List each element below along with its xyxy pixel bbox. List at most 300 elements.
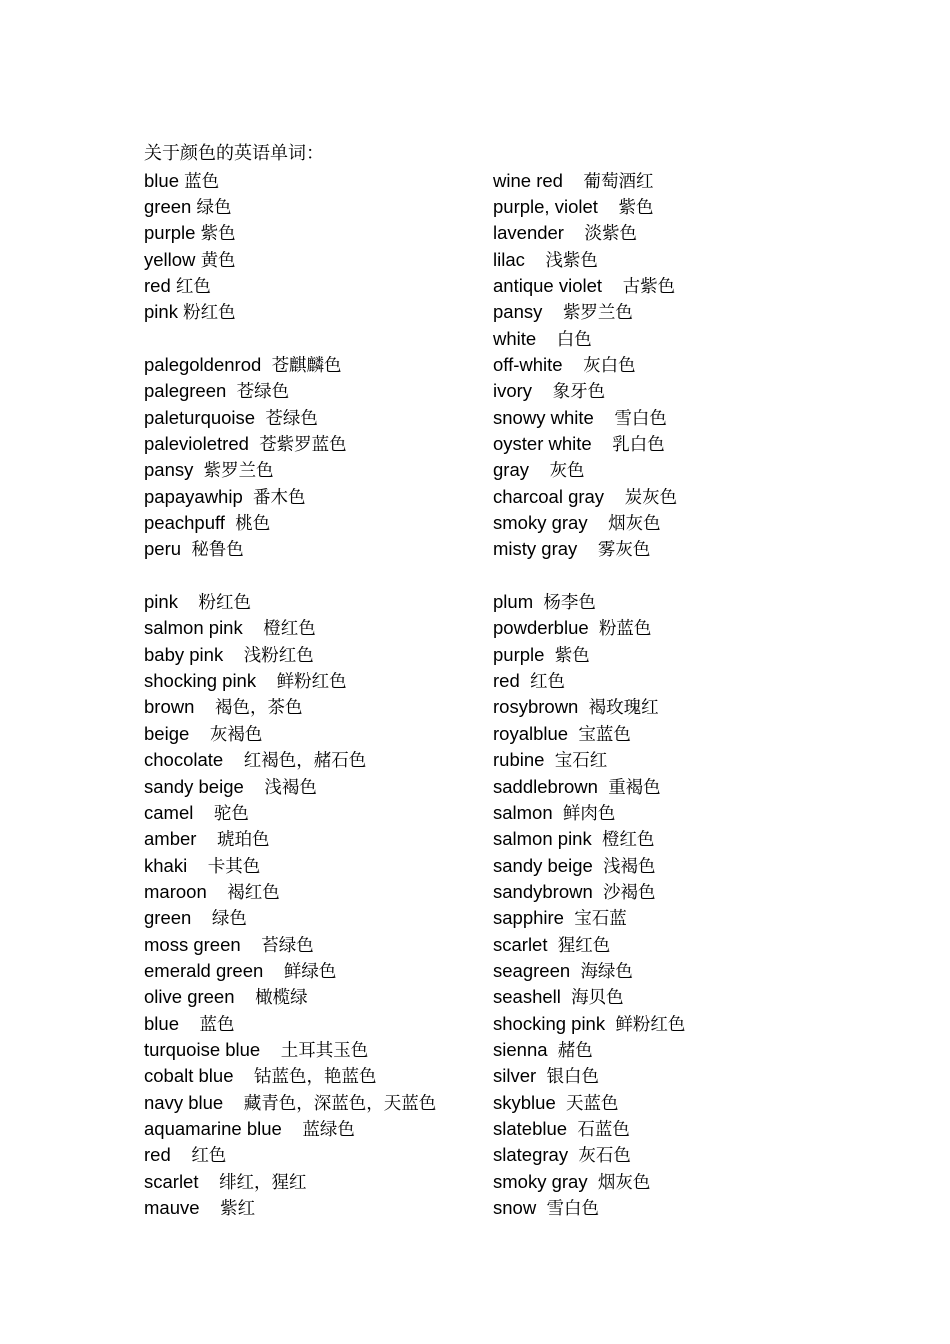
english-term: ivory bbox=[493, 380, 533, 402]
term-separator bbox=[578, 696, 588, 717]
english-term: smoky gray bbox=[493, 512, 588, 534]
chinese-translation: 海贝色 bbox=[571, 988, 624, 1009]
chinese-translation: 钴蓝色，艳蓝色 bbox=[254, 1067, 377, 1088]
vocab-entry bbox=[144, 721, 474, 747]
chinese-translation: 绿色 bbox=[211, 909, 247, 930]
term-separator bbox=[605, 1013, 615, 1034]
vocab-entry bbox=[144, 1011, 474, 1037]
term-separator bbox=[241, 934, 262, 955]
term-separator bbox=[592, 433, 613, 454]
chinese-translation: 乳白色 bbox=[612, 435, 665, 456]
vocab-entry bbox=[144, 1169, 474, 1195]
english-term: scarlet bbox=[144, 1170, 199, 1192]
term-separator bbox=[563, 354, 584, 375]
chinese-translation: 紫色 bbox=[554, 645, 590, 666]
chinese-translation: 雪白色 bbox=[614, 408, 667, 429]
chinese-translation: 苍紫罗蓝色 bbox=[259, 435, 347, 456]
right-column bbox=[493, 168, 823, 1222]
vocab-entry bbox=[493, 932, 823, 958]
vocab-entry bbox=[144, 510, 474, 536]
english-term: smoky gray bbox=[493, 1170, 588, 1192]
chinese-translation: 褐红色 bbox=[227, 882, 280, 903]
english-term: lilac bbox=[493, 248, 525, 270]
term-separator bbox=[260, 1039, 281, 1060]
english-term: pansy bbox=[493, 301, 543, 323]
chinese-translation: 天蓝色 bbox=[566, 1093, 619, 1114]
chinese-translation: 宝蓝色 bbox=[578, 724, 631, 745]
chinese-translation: 橙红色 bbox=[602, 830, 655, 851]
chinese-translation: 灰石色 bbox=[578, 1146, 631, 1167]
english-term: pansy bbox=[144, 459, 194, 481]
term-separator bbox=[520, 670, 530, 691]
term-separator bbox=[570, 960, 580, 981]
english-term: red bbox=[493, 670, 520, 692]
english-term: sapphire bbox=[493, 907, 564, 929]
blank-line bbox=[493, 563, 823, 589]
english-term: olive green bbox=[144, 986, 235, 1008]
english-term: white bbox=[493, 327, 537, 349]
term-separator bbox=[244, 776, 265, 797]
english-term: peachpuff bbox=[144, 512, 225, 534]
vocab-entry bbox=[144, 826, 474, 852]
chinese-translation: 番木色 bbox=[253, 487, 306, 508]
chinese-translation: 卡其色 bbox=[207, 856, 261, 877]
vocab-entry bbox=[493, 1063, 823, 1089]
english-term: cobalt blue bbox=[144, 1065, 234, 1087]
chinese-translation: 苔绿色 bbox=[261, 935, 314, 956]
term-separator bbox=[593, 855, 603, 876]
vocab-entry bbox=[493, 484, 823, 510]
english-term: powderblue bbox=[493, 617, 589, 639]
vocab-entry bbox=[493, 879, 823, 905]
vocab-entry bbox=[144, 747, 474, 773]
chinese-translation: 紫色 bbox=[618, 197, 654, 218]
term-separator bbox=[536, 1065, 546, 1086]
english-term: sandy beige bbox=[144, 775, 244, 797]
chinese-translation: 重褐色 bbox=[608, 777, 661, 798]
english-term: mauve bbox=[144, 1197, 200, 1218]
english-term: green bbox=[144, 195, 192, 217]
term-separator bbox=[544, 749, 554, 770]
english-term: sandy beige bbox=[493, 854, 593, 876]
term-separator bbox=[548, 1039, 558, 1060]
vocab-entry bbox=[144, 774, 474, 800]
vocab-entry bbox=[493, 774, 823, 800]
term-separator bbox=[598, 776, 608, 797]
chinese-translation: 蓝色 bbox=[199, 1014, 235, 1035]
english-term: camel bbox=[144, 801, 194, 823]
vocab-entry bbox=[493, 405, 823, 431]
vocab-entry bbox=[144, 932, 474, 958]
chinese-translation: 藏青色，深蓝色，天蓝色 bbox=[243, 1093, 437, 1114]
english-term: charcoal gray bbox=[493, 485, 605, 507]
vocab-entry bbox=[144, 457, 474, 483]
english-term: slateblue bbox=[493, 1117, 568, 1139]
vocab-entry bbox=[144, 378, 474, 404]
vocab-entry bbox=[493, 747, 823, 773]
english-term: brown bbox=[144, 696, 195, 718]
term-separator bbox=[598, 196, 619, 217]
vocab-entry bbox=[144, 1037, 474, 1063]
chinese-translation: 绿色 bbox=[196, 197, 232, 218]
term-separator bbox=[223, 644, 244, 665]
chinese-translation: 灰褐色 bbox=[209, 724, 263, 745]
chinese-translation: 浅褐色 bbox=[603, 856, 656, 877]
english-term: purple bbox=[144, 222, 196, 244]
chinese-translation: 古紫色 bbox=[622, 276, 676, 297]
term-separator bbox=[263, 960, 284, 981]
chinese-translation: 苍绿色 bbox=[236, 382, 290, 403]
chinese-translation: 赭色 bbox=[557, 1040, 593, 1061]
vocab-entry bbox=[144, 168, 474, 194]
vocab-entry bbox=[493, 326, 823, 352]
chinese-translation: 红色 bbox=[530, 672, 566, 693]
vocab-entry bbox=[144, 352, 474, 378]
vocab-entry bbox=[493, 905, 823, 931]
chinese-translation: 橄榄绿 bbox=[255, 988, 308, 1009]
vocab-entry bbox=[144, 958, 474, 984]
term-separator bbox=[568, 1144, 578, 1165]
english-term: seashell bbox=[493, 986, 561, 1008]
chinese-translation: 紫罗兰色 bbox=[562, 303, 633, 324]
english-term: blue bbox=[144, 169, 179, 191]
chinese-translation: 秘鲁色 bbox=[191, 540, 244, 561]
vocab-entry bbox=[144, 879, 474, 905]
english-term: baby pink bbox=[144, 643, 224, 665]
chinese-translation: 杨李色 bbox=[543, 593, 596, 614]
term-separator bbox=[553, 802, 563, 823]
vocab-entry bbox=[144, 1195, 474, 1221]
chinese-translation: 宝石红 bbox=[554, 751, 608, 772]
english-term: salmon pink bbox=[493, 828, 592, 850]
chinese-translation: 粉红色 bbox=[198, 593, 252, 614]
english-term: emerald green bbox=[144, 959, 264, 981]
chinese-translation: 苍绿色 bbox=[265, 408, 318, 429]
term-separator bbox=[181, 538, 191, 559]
term-separator bbox=[235, 986, 256, 1007]
chinese-translation: 黄色 bbox=[200, 250, 236, 271]
chinese-translation: 淡紫色 bbox=[584, 224, 638, 245]
vocab-entry bbox=[493, 694, 823, 720]
term-separator bbox=[207, 881, 228, 902]
chinese-translation: 鲜粉红色 bbox=[276, 672, 347, 693]
english-term: lavender bbox=[493, 222, 564, 244]
vocab-entry bbox=[144, 431, 474, 457]
english-term: scarlet bbox=[493, 933, 548, 955]
term-separator bbox=[261, 354, 271, 375]
english-term: paleturquoise bbox=[144, 406, 256, 428]
english-term: antique violet bbox=[493, 274, 603, 296]
vocab-entry bbox=[493, 457, 823, 483]
term-separator bbox=[249, 433, 259, 454]
english-term: red bbox=[144, 274, 171, 296]
chinese-translation: 猩红色 bbox=[557, 935, 611, 956]
term-separator bbox=[200, 1197, 221, 1218]
english-term: gray bbox=[493, 459, 529, 481]
vocab-entry bbox=[144, 800, 474, 826]
chinese-translation: 灰色 bbox=[549, 461, 585, 482]
chinese-translation: 红色 bbox=[191, 1146, 227, 1167]
vocab-entry bbox=[493, 378, 823, 404]
term-separator bbox=[592, 828, 602, 849]
english-term: palegoldenrod bbox=[144, 354, 262, 375]
english-term: blue bbox=[144, 1012, 179, 1034]
term-separator bbox=[556, 1092, 566, 1113]
chinese-translation: 红褐色，赭石色 bbox=[243, 751, 367, 772]
chinese-translation: 褐色，茶色 bbox=[214, 698, 303, 719]
vocab-entry bbox=[144, 642, 474, 668]
vocab-entry bbox=[493, 273, 823, 299]
vocab-entry bbox=[144, 668, 474, 694]
chinese-translation: 白色 bbox=[556, 329, 592, 350]
term-separator bbox=[536, 328, 557, 349]
chinese-translation: 宝石蓝 bbox=[574, 909, 627, 930]
vocab-entry bbox=[144, 1090, 474, 1116]
chinese-translation: 驼色 bbox=[213, 803, 249, 824]
vocab-entry bbox=[493, 642, 823, 668]
term-separator bbox=[561, 986, 571, 1007]
chinese-translation: 紫罗兰色 bbox=[203, 461, 274, 482]
vocab-entry bbox=[493, 431, 823, 457]
vocab-entry bbox=[493, 826, 823, 852]
english-term: red bbox=[144, 1144, 171, 1166]
chinese-translation: 绯红，猩红 bbox=[219, 1172, 307, 1193]
term-separator bbox=[542, 301, 563, 322]
term-separator bbox=[602, 275, 623, 296]
vocab-entry bbox=[144, 194, 474, 220]
vocab-entry bbox=[493, 1011, 823, 1037]
vocab-entry bbox=[144, 220, 474, 246]
vocab-entry bbox=[493, 536, 823, 562]
term-separator bbox=[588, 512, 609, 533]
english-term: turquoise blue bbox=[144, 1038, 261, 1060]
vocab-entry bbox=[493, 1037, 823, 1063]
english-term: yellow bbox=[144, 248, 196, 270]
chinese-translation: 石蓝色 bbox=[577, 1119, 630, 1140]
english-term: palevioletred bbox=[144, 433, 249, 455]
term-separator bbox=[593, 881, 603, 902]
chinese-translation: 沙褐色 bbox=[603, 882, 656, 903]
vocab-entry bbox=[493, 958, 823, 984]
vocab-entry bbox=[144, 1142, 474, 1168]
english-term: off-white bbox=[493, 354, 563, 375]
term-separator bbox=[568, 723, 578, 744]
english-term: maroon bbox=[144, 880, 207, 902]
vocab-entry bbox=[144, 405, 474, 431]
vocab-entry bbox=[144, 615, 474, 641]
term-separator bbox=[533, 591, 543, 612]
english-term: papayawhip bbox=[144, 485, 243, 507]
english-term: rubine bbox=[493, 749, 545, 771]
chinese-translation: 象牙色 bbox=[552, 382, 606, 403]
vocab-entry bbox=[493, 352, 823, 378]
chinese-translation: 鲜肉色 bbox=[562, 803, 616, 824]
term-separator bbox=[189, 723, 210, 744]
chinese-translation: 鲜绿色 bbox=[283, 961, 337, 982]
chinese-translation: 海绿色 bbox=[580, 961, 633, 982]
english-term: oyster white bbox=[493, 433, 592, 455]
term-separator bbox=[577, 538, 598, 559]
english-term: moss green bbox=[144, 933, 241, 955]
vocab-entry bbox=[493, 168, 823, 194]
english-term: misty gray bbox=[493, 538, 578, 560]
english-term: aquamarine blue bbox=[144, 1117, 282, 1139]
english-term: chocolate bbox=[144, 749, 224, 771]
chinese-translation: 浅粉红色 bbox=[243, 645, 314, 666]
english-term: khaki bbox=[144, 854, 188, 876]
chinese-translation: 烟灰色 bbox=[608, 514, 661, 535]
term-separator bbox=[233, 1065, 254, 1086]
term-separator bbox=[588, 1171, 598, 1192]
chinese-translation: 蓝绿色 bbox=[302, 1119, 355, 1140]
chinese-translation: 雪白色 bbox=[546, 1199, 599, 1219]
english-term: wine red bbox=[493, 169, 563, 191]
term-separator bbox=[243, 486, 253, 507]
english-term: salmon pink bbox=[144, 617, 243, 639]
blank-line bbox=[144, 563, 474, 589]
english-term: peru bbox=[144, 538, 182, 560]
vocab-entry bbox=[493, 1090, 823, 1116]
term-separator bbox=[243, 617, 264, 638]
english-term: pink bbox=[144, 301, 178, 323]
vocab-entry bbox=[144, 273, 474, 299]
vocab-entry bbox=[493, 1142, 823, 1168]
english-term: seagreen bbox=[493, 959, 571, 981]
term-separator bbox=[564, 222, 585, 243]
english-term: green bbox=[144, 907, 192, 929]
term-separator bbox=[544, 644, 554, 665]
term-separator bbox=[193, 802, 214, 823]
term-separator bbox=[226, 380, 236, 401]
vocab-entry bbox=[493, 1195, 823, 1221]
left-column bbox=[144, 168, 474, 1222]
chinese-translation: 浅紫色 bbox=[545, 250, 598, 271]
english-term: slategray bbox=[493, 1144, 569, 1166]
vocab-entry bbox=[493, 800, 823, 826]
chinese-translation: 烟灰色 bbox=[597, 1172, 651, 1193]
chinese-translation: 苍麒麟色 bbox=[271, 356, 342, 376]
term-separator bbox=[589, 617, 599, 638]
term-separator bbox=[532, 380, 553, 401]
english-term: silver bbox=[493, 1065, 537, 1087]
english-term: navy blue bbox=[144, 1091, 224, 1113]
vocab-entry bbox=[493, 984, 823, 1010]
chinese-translation: 银白色 bbox=[546, 1067, 599, 1088]
english-term: sandybrown bbox=[493, 880, 593, 902]
term-separator bbox=[194, 696, 215, 717]
term-separator bbox=[564, 907, 574, 928]
vocab-entry bbox=[144, 853, 474, 879]
chinese-translation: 炭灰色 bbox=[624, 487, 678, 508]
vocab-entry bbox=[144, 1116, 474, 1142]
chinese-translation: 鲜粉红色 bbox=[615, 1014, 686, 1035]
vocab-entry bbox=[144, 1063, 474, 1089]
term-separator bbox=[196, 828, 217, 849]
term-separator bbox=[199, 1171, 220, 1192]
english-term: royalblue bbox=[493, 722, 569, 744]
english-term: beige bbox=[144, 722, 190, 744]
chinese-translation: 粉红色 bbox=[183, 303, 236, 324]
chinese-translation: 雾灰色 bbox=[597, 540, 651, 561]
english-term: pink bbox=[144, 591, 178, 613]
term-separator bbox=[178, 591, 199, 612]
term-separator bbox=[171, 1144, 192, 1165]
page-title: 关于颜色的英语单词： bbox=[144, 143, 324, 164]
vocab-entry bbox=[493, 721, 823, 747]
term-separator bbox=[193, 459, 203, 480]
chinese-translation: 葡萄酒红 bbox=[583, 171, 654, 192]
vocab-entry bbox=[493, 668, 823, 694]
vocab-entry bbox=[493, 194, 823, 220]
english-term: snowy white bbox=[493, 406, 594, 428]
english-term: shocking pink bbox=[144, 670, 257, 692]
term-separator bbox=[223, 749, 244, 770]
vocab-entry bbox=[493, 615, 823, 641]
term-separator bbox=[604, 486, 625, 507]
vocab-entry bbox=[144, 484, 474, 510]
term-separator bbox=[223, 1092, 244, 1113]
english-term: sienna bbox=[493, 1038, 548, 1060]
term-separator bbox=[255, 407, 265, 428]
vocab-entry bbox=[493, 1116, 823, 1142]
vocab-entry bbox=[144, 694, 474, 720]
term-separator bbox=[282, 1118, 303, 1139]
vocab-entry bbox=[493, 510, 823, 536]
vocab-entry bbox=[144, 905, 474, 931]
chinese-translation: 褐玫瑰红 bbox=[588, 698, 659, 719]
vocab-entry bbox=[144, 299, 474, 325]
vocab-entry bbox=[493, 1169, 823, 1195]
term-separator bbox=[256, 670, 277, 691]
chinese-translation: 灰白色 bbox=[583, 356, 636, 376]
vocab-entry bbox=[493, 247, 823, 273]
chinese-translation: 紫红 bbox=[220, 1199, 256, 1219]
english-term: purple, violet bbox=[493, 195, 598, 217]
vocab-entry bbox=[493, 589, 823, 615]
english-term: salmon bbox=[493, 801, 553, 823]
english-term: amber bbox=[144, 828, 197, 850]
term-separator bbox=[187, 855, 208, 876]
vocab-entry bbox=[493, 220, 823, 246]
vocab-entry bbox=[144, 536, 474, 562]
term-separator bbox=[563, 170, 584, 191]
vocab-entry bbox=[144, 589, 474, 615]
term-separator bbox=[225, 512, 235, 533]
chinese-translation: 粉蓝色 bbox=[598, 619, 652, 640]
english-term: plum bbox=[493, 591, 534, 613]
english-term: purple bbox=[493, 643, 545, 665]
english-term: snow bbox=[493, 1197, 537, 1218]
english-term: rosybrown bbox=[493, 696, 579, 718]
chinese-translation: 红色 bbox=[175, 276, 211, 297]
vocab-entry bbox=[144, 247, 474, 273]
english-term: palegreen bbox=[144, 380, 227, 402]
vocab-entry bbox=[493, 299, 823, 325]
chinese-translation: 紫色 bbox=[200, 224, 236, 245]
term-separator bbox=[179, 1013, 200, 1034]
term-separator bbox=[191, 907, 212, 928]
chinese-translation: 橙红色 bbox=[263, 619, 316, 640]
blank-line bbox=[144, 326, 474, 352]
term-separator bbox=[525, 249, 546, 270]
term-separator bbox=[567, 1118, 577, 1139]
term-separator bbox=[529, 459, 550, 480]
chinese-translation: 浅褐色 bbox=[264, 777, 317, 798]
chinese-translation: 桃色 bbox=[235, 514, 271, 535]
english-term: shocking pink bbox=[493, 1012, 606, 1034]
term-separator bbox=[536, 1197, 546, 1218]
english-term: saddlebrown bbox=[493, 775, 598, 797]
